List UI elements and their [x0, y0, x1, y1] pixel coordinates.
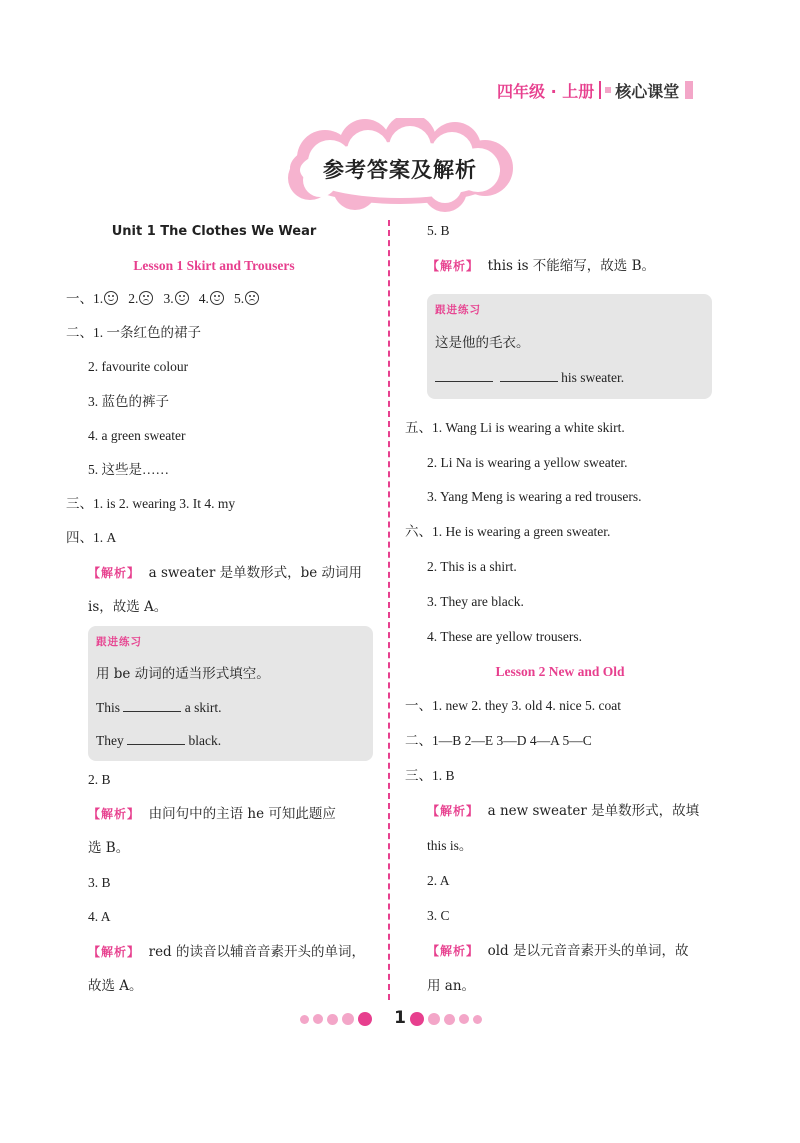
explanation	[88, 804, 336, 824]
answer-line: 2. favourite colour	[88, 359, 189, 374]
lesson1-title: Lesson 1 Skirt and Trousers	[133, 258, 295, 273]
explanation-text: this is 不能缩写，故选 B。	[487, 258, 656, 274]
dot-icon	[300, 1015, 309, 1024]
practice-tag: 跟进练习	[435, 304, 481, 316]
header-separator	[599, 81, 601, 99]
footer-dots-right	[410, 1012, 482, 1026]
explanation-text: is，故选 A。	[88, 599, 168, 615]
explanation-text: old 是以元音音素开头的单词，故	[487, 943, 689, 959]
sad-face-icon	[245, 291, 259, 305]
grade-label: 四年级 · 上册	[497, 81, 595, 101]
dot-icon	[459, 1014, 469, 1024]
smile-face-icon	[210, 291, 224, 305]
answer-line: 2. A	[427, 873, 450, 888]
answer-line: 2. B	[88, 772, 111, 787]
answer-line: 五、1. Wang Li is wearing a white skirt.	[405, 420, 625, 435]
practice-line	[96, 730, 221, 751]
answer-line: 一、1. new 2. they 3. old 4. nice 5. coat	[405, 698, 621, 713]
dot-icon	[444, 1014, 455, 1025]
section-1-answers	[66, 289, 259, 309]
smile-face-icon	[104, 291, 118, 305]
practice-word: a skirt.	[184, 700, 222, 715]
answer-line: 二、1—B 2—E 3—D 4—A 5—C	[405, 733, 592, 748]
footer-dots-left	[300, 1012, 372, 1026]
explanation	[427, 801, 699, 821]
explanation-tag: 【解析】	[88, 945, 141, 959]
running-header	[497, 78, 693, 102]
blank-field	[123, 697, 181, 712]
blank-field	[435, 367, 493, 382]
answer-line: 4. a green sweater	[88, 428, 186, 443]
answer-line: 二、1. 一条红色的裙子	[66, 325, 201, 340]
page-number: 1	[394, 1008, 406, 1028]
dot-icon	[313, 1014, 323, 1024]
answer-line: 5. B	[427, 223, 450, 238]
answer-line: 3. 蓝色的裤子	[88, 394, 169, 409]
practice-line	[96, 697, 222, 718]
dot-icon	[327, 1014, 338, 1025]
dot-icon	[410, 1012, 424, 1026]
answer-line: 2. Li Na is wearing a yellow sweater.	[427, 455, 628, 470]
column-divider	[388, 220, 390, 1000]
explanation	[427, 256, 655, 276]
blank-field	[500, 367, 558, 382]
explanation-text: 选 B。	[88, 840, 130, 856]
smile-face-icon	[175, 291, 189, 305]
dot-icon	[473, 1015, 482, 1024]
explanation	[88, 942, 365, 962]
answer-line: 4. These are yellow trousers.	[427, 629, 582, 644]
answer-line: 四、1. A	[66, 530, 117, 545]
header-end-bar	[685, 81, 693, 99]
title-cloud	[280, 118, 520, 213]
dot-icon	[358, 1012, 372, 1026]
face-item: 1.	[93, 291, 104, 306]
answer-line: 5. 这些是……	[88, 462, 169, 477]
practice-word: black.	[188, 733, 222, 748]
answer-line: 三、1. is 2. wearing 3. It 4. my	[66, 496, 236, 511]
answer-line: 4. A	[88, 909, 111, 924]
explanation-tag: 【解析】	[427, 944, 480, 958]
explanation-text: a new sweater 是单数形式，故填	[487, 803, 700, 819]
answer-line: 2. This is a shirt.	[427, 559, 517, 574]
practice-instruction: 用 be 动词的适当形式填空。	[96, 666, 270, 682]
answer-line: 六、1. He is wearing a green sweater.	[405, 524, 611, 539]
section-1-label: 一、	[66, 291, 93, 306]
explanation-text: 用 an。	[427, 978, 476, 994]
answer-line: 三、1. B	[405, 768, 455, 783]
explanation	[88, 563, 362, 583]
explanation-text: a sweater 是单数形式，be 动词用	[148, 565, 363, 581]
unit-title: Unit 1 The Clothes We Wear	[111, 224, 317, 239]
header-square-icon	[605, 87, 611, 93]
face-item: 2.	[128, 291, 139, 306]
practice-word: This	[96, 700, 121, 715]
series-label: 核心课堂	[615, 81, 680, 101]
explanation-tag: 【解析】	[88, 807, 141, 821]
face-item: 5.	[234, 291, 245, 306]
explanation-tag: 【解析】	[88, 566, 141, 580]
practice-word: They	[96, 733, 124, 748]
practice-line: 这是他的毛衣。	[435, 335, 530, 351]
explanation-text: red 的读音以辅音音素开头的单词，	[148, 944, 365, 960]
explanation-tag: 【解析】	[427, 259, 480, 273]
sad-face-icon	[139, 291, 153, 305]
lesson2-title: Lesson 2 New and Old	[495, 664, 625, 679]
face-item: 3.	[163, 291, 174, 306]
practice-tag: 跟进练习	[96, 636, 142, 648]
explanation-text: 故选 A。	[88, 978, 143, 994]
answer-line: 3. B	[88, 875, 111, 890]
face-item: 4.	[198, 291, 209, 306]
answer-line: 3. They are black.	[427, 594, 524, 609]
practice-line	[435, 367, 624, 388]
explanation-text: 由问句中的主语 he 可知此题应	[148, 806, 336, 822]
answer-line: 3. Yang Meng is wearing a red trousers.	[427, 489, 642, 504]
explanation-text: this is。	[427, 838, 473, 853]
practice-word: his sweater.	[561, 370, 625, 385]
blank-field	[127, 730, 185, 745]
explanation-tag: 【解析】	[427, 804, 480, 818]
dot-icon	[342, 1013, 354, 1025]
dot-icon	[428, 1013, 440, 1025]
explanation	[427, 941, 689, 961]
page-title: 参考答案及解析	[323, 158, 477, 182]
answer-line: 3. C	[427, 908, 450, 923]
